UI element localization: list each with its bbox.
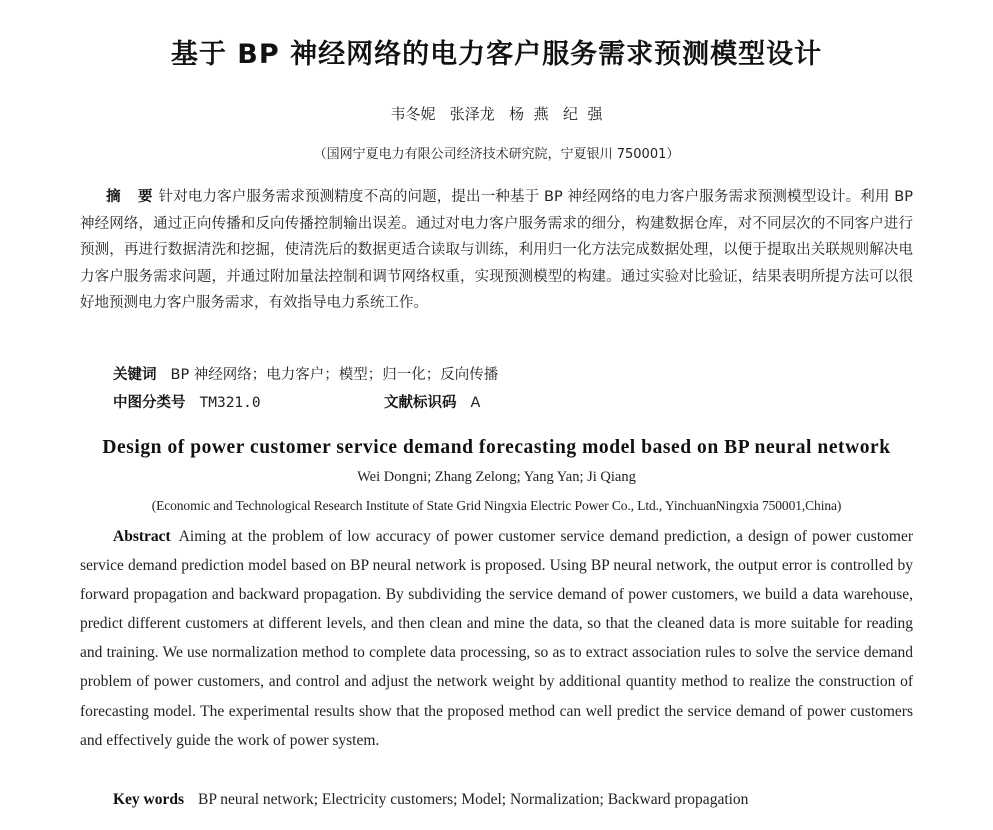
chinese-classification <box>113 393 261 413</box>
chinese-classification-value: TM321.0 <box>199 395 261 411</box>
english-affiliation: (Economic and Technological Research Institute of State Grid Ningxia Electric Power Co., Ltd., YinchuanNingxia 750001,China) <box>151 498 842 513</box>
chinese-keywords-label: 关键词 <box>113 367 157 383</box>
english-abstract-text: Aiming at the problem of low accuracy of power customer service demand prediction, a design of power customer service demand prediction model based on BP neural network is proposed. Using BP neural network, the output error is controlled by forward propagation and backward propagation. By subdividing the service demand of power customers, we build a data warehouse, predict different customers at different levels, and then clean and mine the data, so that the cleaned data is more suitable for reading and training. We use normalization method to complete data processing, so as to extract association rules to solve the service demand problem of power customers, and control and adjust the network weight by additional quantity method to realize the construction of forecasting model. The experimental results show that the proposed method can well predict the service demand of power customers and effectively guide the work of power system. <box>80 528 913 749</box>
english-keywords-value: BP neural network; Electricity customers; Model; Normalization; Backward propagation <box>198 791 749 808</box>
english-abstract <box>80 522 913 755</box>
chinese-title: 基于 BP 神经网络的电力客户服务需求预测模型设计 <box>170 39 823 70</box>
english-authors: Wei Dongni; Zhang Zelong; Yang Yan; Ji Qiang <box>357 469 636 485</box>
chinese-abstract-label: 摘 要 <box>106 189 159 205</box>
chinese-authors: 韦冬妮 张泽龙 杨 燕 纪 强 <box>390 105 603 123</box>
chinese-affiliation: （国网宁夏电力有限公司经济技术研究院，宁夏银川 750001） <box>313 147 680 162</box>
english-title: Design of power customer service demand forecasting model based on BP neural network <box>102 437 891 458</box>
english-keywords-label: Key words <box>113 791 185 808</box>
english-keywords <box>113 789 748 811</box>
chinese-keywords <box>113 365 498 385</box>
chinese-document-code-label: 文献标识码 <box>384 395 457 411</box>
english-abstract-label: Abstract <box>113 528 171 545</box>
chinese-abstract-text: 针对电力客户服务需求预测精度不高的问题，提出一种基于 BP 神经网络的电力客户服务需求预测模型设计。利用 BP 神经网络，通过正向传播和反向传播控制输出误差。通过对电力客户服务需求的细分，构建数据仓库，对不同层次的不同客户进行预测，再进行数据清洗和挖掘，使清洗后的数据更适合读取与训练，利用归一化方法完成数据处理，以便于提取出关联规则解决电力客户服务需求问题，并通过附加量法控制和调节网络权重，实现预测模型的构建。通过实验对比验证，结果表明所提方法可以很好地预测电力客户服务需求，有效指导电力系统工作。 <box>80 189 913 312</box>
chinese-document-code <box>384 393 480 413</box>
chinese-document-code-value: A <box>470 395 481 411</box>
chinese-keywords-value: BP 神经网络；电力客户；模型；归一化；反向传播 <box>170 367 499 383</box>
chinese-abstract <box>80 184 913 317</box>
chinese-classification-label: 中图分类号 <box>113 395 186 411</box>
